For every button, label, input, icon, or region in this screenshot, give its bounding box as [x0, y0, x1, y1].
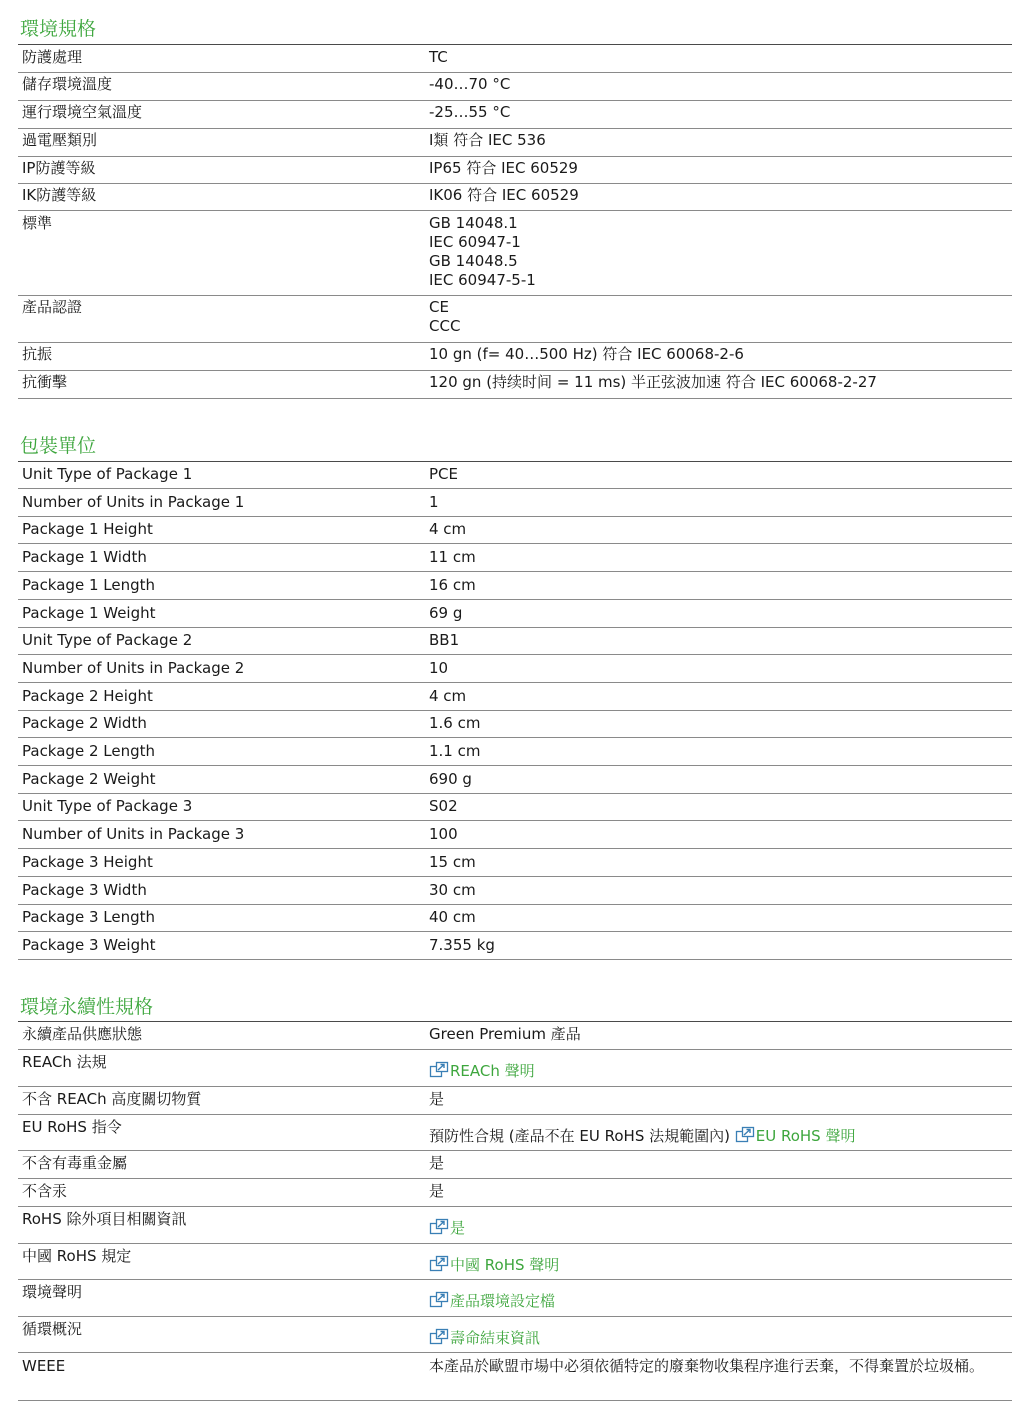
sustainability-label: REACh 法規: [22, 1053, 107, 1071]
spec-label: IP防護等級: [22, 159, 96, 177]
spec-value-line: IEC 60947-5-1: [429, 271, 536, 289]
row-divider: [18, 599, 1012, 600]
external-link-icon: [429, 1328, 449, 1345]
package-value: BB1: [429, 631, 460, 650]
spec-label: 過電壓類別: [22, 131, 98, 149]
row-divider: [18, 571, 1012, 572]
row-divider: [18, 1150, 1012, 1151]
row-divider: [18, 682, 1012, 683]
package-value: 4 cm: [429, 686, 467, 705]
package-value: 1: [429, 492, 439, 511]
sustainability-value: [429, 1328, 540, 1348]
row-divider: [18, 627, 1012, 628]
document-link-label: REACh 聲明: [450, 1062, 535, 1080]
package-value: PCE: [429, 465, 458, 483]
row-divider: [18, 461, 1012, 462]
spec-value: [429, 186, 579, 205]
spec-label: IK防護等級: [22, 186, 97, 204]
sustainability-value-text: 是: [429, 1154, 445, 1172]
row-divider: [18, 904, 1012, 905]
document-link[interactable]: [429, 1256, 559, 1274]
document-link[interactable]: [429, 1219, 465, 1237]
sustainability-value: [429, 1255, 559, 1275]
row-divider: [18, 72, 1012, 73]
sustainability-label: RoHS 除外項目相關資訊: [22, 1210, 187, 1228]
spec-value: [429, 48, 448, 67]
row-divider: [18, 1086, 1012, 1087]
external-link-icon: [429, 1218, 449, 1235]
document-link[interactable]: [735, 1127, 856, 1145]
row-divider: [18, 1352, 1012, 1353]
row-divider: [18, 848, 1012, 849]
package-label: Unit Type of Package 2: [22, 631, 193, 650]
row-divider: [18, 1243, 1012, 1244]
spec-label: 產品認證: [22, 298, 83, 316]
package-label: Number of Units in Package 3: [22, 825, 245, 844]
package-value: 30 cm: [429, 880, 476, 899]
row-divider: [18, 1206, 1012, 1207]
spec-label: 防護處理: [22, 48, 83, 66]
document-link-label: 產品環境設定檔: [450, 1292, 556, 1310]
package-label: Number of Units in Package 2: [22, 658, 245, 677]
document-link[interactable]: [429, 1062, 535, 1080]
sustainability-value: [429, 1126, 855, 1146]
spec-value-line: 120 gn (持续时间 = 11 ms) 半正弦波加速 符合 IEC 60068-2-27: [429, 373, 877, 391]
row-divider: [18, 295, 1012, 296]
row-divider: [18, 128, 1012, 129]
spec-label: 抗衝擊: [22, 373, 68, 391]
row-divider: [18, 737, 1012, 738]
row-divider: [18, 820, 1012, 821]
row-divider: [18, 710, 1012, 711]
document-link[interactable]: [429, 1329, 540, 1347]
row-divider: [18, 793, 1012, 794]
sustainability-value: [429, 1357, 994, 1376]
spec-value: [429, 103, 510, 122]
row-divider: [18, 1316, 1012, 1317]
sustainability-value-text: 預防性合規 (產品不在 EU RoHS 法規範圍內): [429, 1127, 730, 1145]
spec-value: [429, 345, 744, 364]
spec-value: [429, 214, 536, 290]
sustainability-value: [429, 1218, 465, 1238]
spec-value-line: IEC 60947-1: [429, 233, 521, 251]
row-divider: [18, 765, 1012, 766]
spec-value-line: CCC: [429, 317, 461, 335]
external-link-icon: [429, 1255, 449, 1272]
document-link-label: 壽命結束資訊: [450, 1329, 541, 1347]
spec-value-line: -40…70 °C: [429, 75, 511, 93]
spec-value: [429, 159, 578, 178]
package-label: Unit Type of Package 3: [22, 797, 193, 816]
row-divider: [18, 1400, 1012, 1401]
spec-value-line: 10 gn (f= 40…500 Hz) 符合 IEC 60068-2-6: [429, 345, 744, 363]
spec-value-line: IP65 符合 IEC 60529: [429, 159, 578, 177]
row-divider: [18, 543, 1012, 544]
spec-label: 儲存環境溫度: [22, 75, 113, 93]
spec-value-line: I類 符合 IEC 536: [429, 131, 546, 149]
package-label: Package 2 Weight: [22, 769, 156, 788]
sustainability-label: EU RoHS 指令: [22, 1118, 122, 1136]
spec-label: 運行環境空氣溫度: [22, 103, 143, 121]
package-value: 690 g: [429, 769, 472, 788]
package-value: 1.6 cm: [429, 714, 481, 733]
document-link-label: 中國 RoHS 聲明: [450, 1256, 560, 1274]
sustainability-label: WEEE: [22, 1357, 66, 1375]
row-divider: [18, 1279, 1012, 1280]
document-link-label: 是: [450, 1219, 466, 1237]
sustainability-label: 環境聲明: [22, 1283, 83, 1301]
package-label: Number of Units in Package 1: [22, 492, 245, 511]
spec-label: 標準: [22, 214, 53, 232]
package-value: 10: [429, 658, 449, 677]
row-divider: [18, 876, 1012, 877]
sustainability-label: 不含有毒重金屬: [22, 1154, 128, 1172]
package-value: 11 cm: [429, 548, 476, 567]
sustainability-label: 不含汞: [22, 1182, 68, 1200]
package-value: 4 cm: [429, 520, 467, 539]
spec-value: [429, 373, 877, 392]
sustainability-label: 循環概況: [22, 1320, 83, 1338]
package-label: Package 3 Height: [22, 852, 153, 871]
package-label: Package 2 Height: [22, 686, 153, 705]
sustainability-label: 中國 RoHS 規定: [22, 1247, 132, 1265]
package-label: Package 1 Height: [22, 520, 153, 539]
sustainability-label: 不含 REACh 高度關切物質: [22, 1090, 202, 1108]
sustainability-value: [429, 1291, 555, 1311]
row-divider: [18, 488, 1012, 489]
document-link[interactable]: [429, 1292, 555, 1310]
package-label: Package 3 Width: [22, 880, 147, 899]
row-divider: [18, 654, 1012, 655]
package-value: 1.1 cm: [429, 742, 481, 760]
package-value: 40 cm: [429, 908, 476, 927]
row-divider: [18, 1049, 1012, 1050]
row-divider: [18, 370, 1012, 371]
section-title-packaging: 包裝單位: [20, 435, 97, 457]
sustainability-value-text: 本產品於歐盟市場中必須依循特定的廢棄物收集程序進行丟棄，不得棄置於垃圾桶。: [429, 1357, 985, 1375]
spec-value-line: IK06 符合 IEC 60529: [429, 186, 579, 204]
external-link-icon: [429, 1061, 449, 1078]
sustainability-value: [429, 1182, 444, 1201]
sustainability-label: 永續產品供應狀態: [22, 1025, 143, 1043]
row-divider: [18, 398, 1012, 399]
spec-label: 抗振: [22, 345, 53, 363]
sustainability-value: [429, 1154, 444, 1173]
package-value: 100: [429, 825, 458, 844]
package-value: 15 cm: [429, 852, 476, 871]
package-label: Package 1 Width: [22, 548, 147, 567]
package-label: Package 3 Length: [22, 908, 155, 927]
row-divider: [18, 342, 1012, 343]
spec-value-line: GB 14048.5: [429, 252, 518, 270]
package-value: 69 g: [429, 603, 463, 622]
document-link-label: EU RoHS 聲明: [755, 1127, 856, 1145]
row-divider: [18, 210, 1012, 211]
package-value: 16 cm: [429, 575, 476, 594]
row-divider: [18, 931, 1012, 932]
spec-value-line: TC: [429, 48, 448, 66]
sustainability-value-text: 是: [429, 1182, 445, 1200]
sustainability-value-text: 是: [429, 1090, 445, 1108]
spec-value-line: CE: [429, 298, 449, 316]
row-divider: [18, 100, 1012, 101]
package-value: 7.355 kg: [429, 935, 495, 954]
sustainability-value: [429, 1061, 535, 1081]
row-divider: [18, 183, 1012, 184]
row-divider: [18, 156, 1012, 157]
package-label: Package 2 Length: [22, 742, 155, 760]
package-label: Package 1 Length: [22, 575, 155, 594]
spec-value: [429, 131, 546, 150]
spec-value: [429, 298, 460, 336]
row-divider: [18, 1178, 1012, 1179]
row-divider: [18, 1021, 1012, 1022]
package-label: Package 2 Width: [22, 714, 147, 733]
section-title-sustainability: 環境永續性規格: [20, 996, 154, 1018]
spec-value-line: -25…55 °C: [429, 103, 511, 121]
package-value: S02: [429, 797, 458, 816]
sustainability-value-text: Green Premium 產品: [429, 1025, 581, 1043]
sustainability-value: [429, 1090, 444, 1109]
spec-value-line: GB 14048.1: [429, 214, 518, 232]
row-divider: [18, 516, 1012, 517]
sustainability-value: [429, 1025, 581, 1044]
package-label: Unit Type of Package 1: [22, 465, 193, 483]
package-label: Package 1 Weight: [22, 603, 156, 622]
package-label: Package 3 Weight: [22, 935, 156, 954]
row-divider: [18, 959, 1012, 960]
section-title-environment: 環境規格: [20, 18, 97, 40]
row-divider: [18, 44, 1012, 45]
row-divider: [18, 1114, 1012, 1115]
spec-value: [429, 75, 510, 94]
external-link-icon: [429, 1291, 449, 1308]
external-link-icon: [735, 1126, 755, 1143]
